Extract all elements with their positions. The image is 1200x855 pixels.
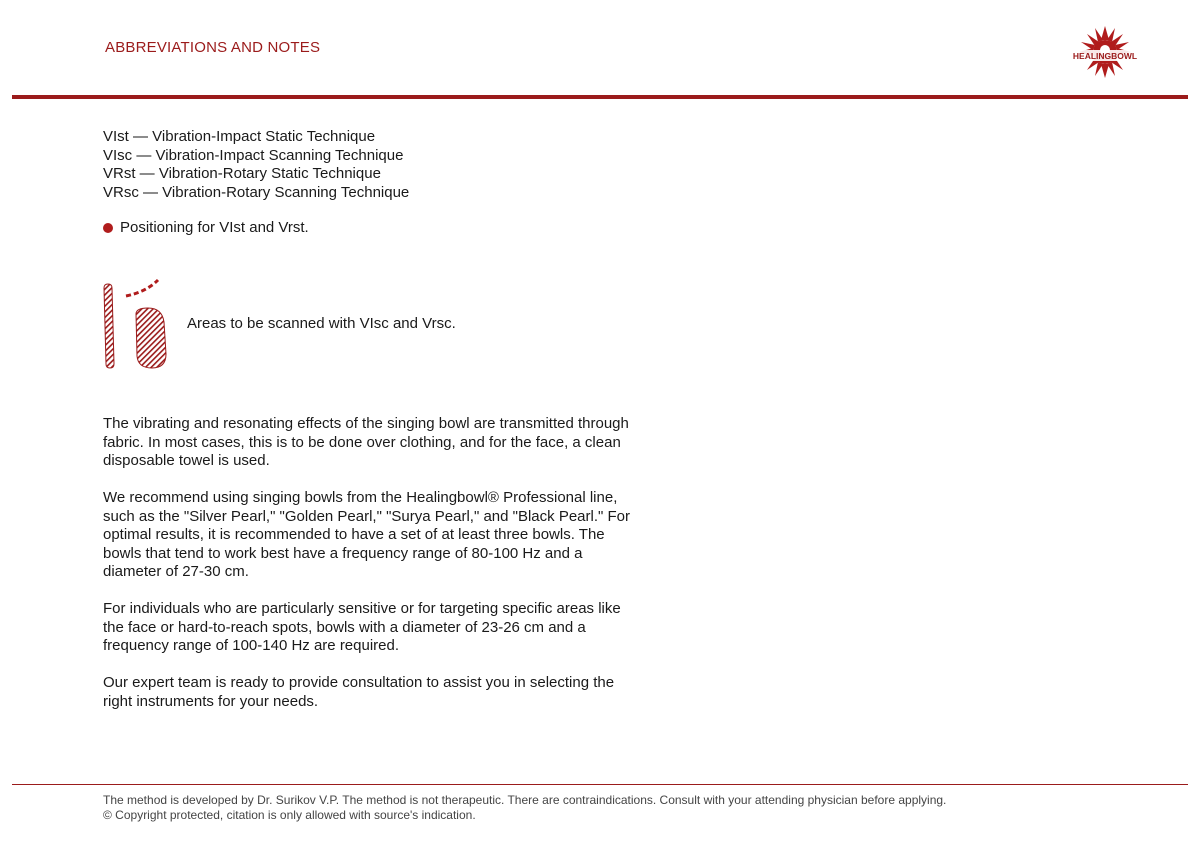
scan-areas-label: Areas to be scanned with VIsc and Vrsc. xyxy=(187,315,456,332)
red-dot-icon xyxy=(103,223,113,233)
footer xyxy=(103,793,946,823)
footer-disclaimer: The method is developed by Dr. Surikov V.P. The method is not therapeutic. There are contraindications. Consult with your attending physician before applying. xyxy=(103,793,947,807)
paragraph: Our expert team is ready to provide consultation to assist you in selecting the right instruments for your needs. xyxy=(103,674,615,710)
page-title: ABBREVIATIONS AND NOTES xyxy=(105,39,321,56)
paragraph: For individuals who are particularly sensitive or for targeting specific areas like the face or hard-to-reach spots, bowls with a diameter of 23-26 cm and a frequency range of 100-140 Hz are required. xyxy=(103,600,621,654)
abbreviation-item: VIsc — Vibration-Impact Scanning Technique xyxy=(103,146,404,164)
positioning-legend xyxy=(103,219,309,236)
scan-areas-icon xyxy=(98,278,173,373)
abbreviation-item: VRst — Vibration-Rotary Static Technique xyxy=(103,165,381,182)
abbreviation-item: VRsc — Vibration-Rotary Scanning Technique xyxy=(103,183,410,201)
abbreviation-item: VIst — Vibration-Impact Static Technique xyxy=(103,128,376,145)
paragraph: We recommend using singing bowls from the Healingbowl® Professional line, such as the "Silver Pearl," "Golden Pearl," "Surya Pearl," and "Black Pearl." For optimal results, it is recommended to have a set of at least three bowls. The bowls that tend to work best have a frequency range of 80-100 Hz and a diameter of 27-30 cm. xyxy=(103,489,630,580)
healingbowl-logo xyxy=(1072,24,1138,86)
logo-text: HEALINGBOWL xyxy=(1072,51,1138,61)
positioning-label: Positioning for VIst and Vrst. xyxy=(120,219,309,236)
paragraph: The vibrating and resonating effects of the singing bowl are transmitted through fabric. In most cases, this is to be done over clothing, and for the face, a clean disposable towel is used. xyxy=(103,415,629,469)
body-text xyxy=(103,415,643,730)
footer-divider xyxy=(12,784,1188,785)
abbreviations-list xyxy=(103,128,409,202)
footer-copyright: © Copyright protected, citation is only allowed with source's indication. xyxy=(103,808,476,822)
header-divider xyxy=(12,95,1188,99)
